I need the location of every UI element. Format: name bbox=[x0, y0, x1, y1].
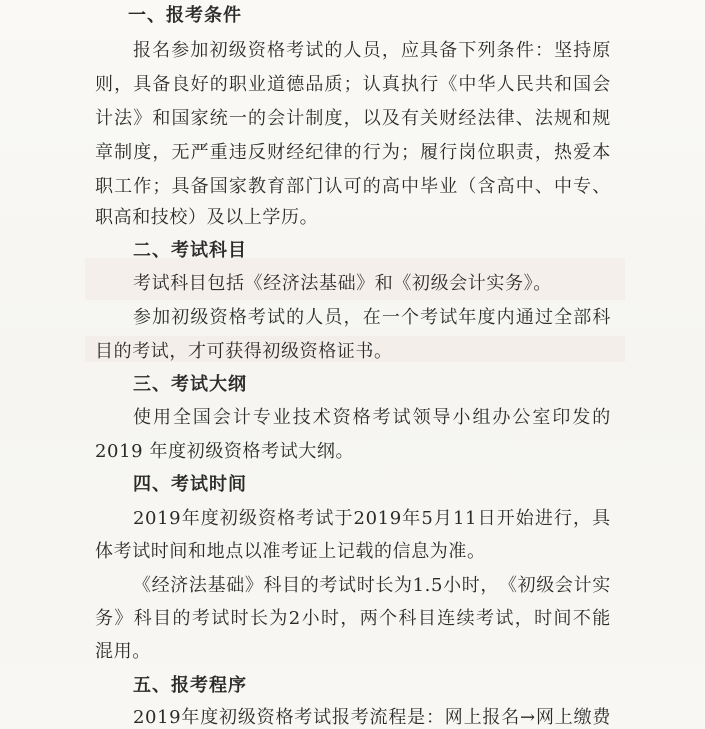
paragraph-line: 务 》 科 目 的 考 试 时 长 为 2 小 时 ， 两 个 科 目 连 续 考 试 ， 时 间 不 能 bbox=[95, 608, 611, 629]
paragraph-line: 参 加 初 级 资 格 考 试 的 人 员 ， 在 一 个 考 试 年 度 内 通 过 全 部 科 bbox=[133, 307, 611, 328]
paragraph-line: 使 用 全 国 会 计 专 业 技 术 资 格 考 试 领 导 小 组 办 公 室 印 发 的 bbox=[133, 407, 611, 428]
paragraph-line: 则 ， 具 备 良 好 的 职 业 道 德 品 质 ； 认 真 执 行 《 中 华 人 民 共 和 国 会 bbox=[95, 74, 611, 95]
paragraph-line: 目的考试，才可获得初级资格证书。 bbox=[95, 341, 393, 362]
paragraph-line: 计 法 》 和 国 家 统 一 的 会 计 制 度 ， 以 及 有 关 财 经 法 律 、 法 规 和 规 bbox=[95, 108, 611, 129]
paragraph-line: 体考试时间和地点以准考证上记载的信息为准。 bbox=[95, 541, 486, 562]
section-heading-syllabus: 三、考试大纲 bbox=[133, 374, 247, 395]
section-heading-eligibility: 一、报考条件 bbox=[128, 5, 242, 26]
section-heading-schedule: 四、考试时间 bbox=[133, 474, 247, 495]
section-heading-subjects: 二、考试科目 bbox=[133, 240, 247, 261]
paragraph-line: 2019 年度初级资格考试大纲。 bbox=[95, 441, 355, 462]
paragraph-line: 2019 年 度 初 级 资 格 考 试 报 考 流 程 是 ： 网 上 报 名 → 网 上 缴 费 bbox=[133, 707, 611, 728]
paragraph-line: 《 经 济 法 基 础 》 科 目 的 考 试 时 长 为 1.5 小 时 ， 《 初 级 会 计 实 bbox=[133, 575, 611, 596]
paragraph-line: 章 制 度 ， 无 严 重 违 反 财 经 纪 律 的 行 为 ； 履 行 岗 位 职 责 ， 热 爱 本 bbox=[95, 142, 611, 163]
paragraph-line: 2019 年 度 初 级 资 格 考 试 于 2019 年 5 月 11 日 开 始 进 行 ， 具 bbox=[133, 508, 611, 529]
section-heading-procedure: 五、报考程序 bbox=[133, 675, 247, 696]
paragraph-line: 职高和技校）及以上学历。 bbox=[95, 207, 319, 228]
paragraph-line: 报 名 参 加 初 级 资 格 考 试 的 人 员 ， 应 具 备 下 列 条 件 ： 坚 持 原 bbox=[133, 40, 611, 61]
paragraph-line: 考试科目包括《经济法基础》和《初级会计实务》。 bbox=[133, 273, 552, 294]
paragraph-line: 混用。 bbox=[95, 641, 151, 662]
paragraph-line: 职 工 作 ； 具 备 国 家 教 育 部 门 认 可 的 高 中 毕 业 （ 含 高 中 、 中 专 、 bbox=[95, 176, 611, 197]
